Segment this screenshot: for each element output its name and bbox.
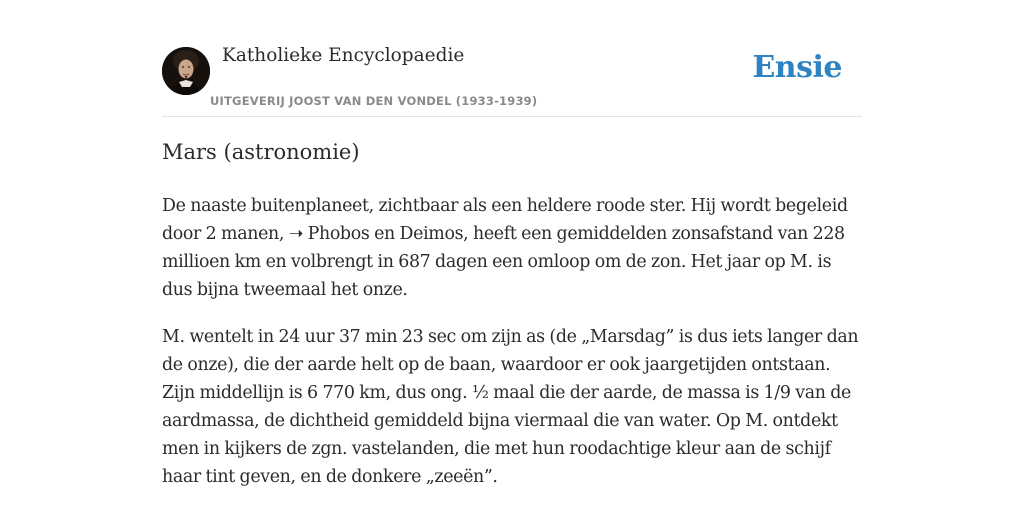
page (162, 0, 862, 512)
avatar[interactable] (162, 47, 210, 95)
article-title: Mars (astronomie) (162, 140, 360, 164)
header (162, 0, 862, 117)
brand-logo[interactable]: Ensie (752, 50, 842, 85)
vondel-portrait-icon (162, 47, 210, 95)
article-body (162, 192, 862, 510)
encyclopedia-title[interactable]: Katholieke Encyclopaedie (222, 45, 465, 66)
article-paragraph: M. wentelt in 24 uur 37 min 23 sec om zijn as (de „Marsdag” is dus iets langer dan de onze), die der aarde helt op de baan, waardoor er ook jaargetijden ontstaan. Zijn middellijn is 6 770 km, dus ong. ½ maal die der aarde, de massa is 1/9 van de aardmassa, de dichtheid gemiddeld bijna viermaal die van water. Op M. ontdekt men in kijkers de zgn. vastelanden, die met hun roodachtige kleur aan de schijf haar tint geven, en de donkere „zeeën”. (162, 327, 859, 487)
article-paragraph: De naaste buitenplaneet, zichtbaar als een heldere roode ster. Hij wordt begeleid door 2 manen, ➝ Phobos en Deimos, heeft een gemiddelden zonsafstand van 228 millioen km en volbrengt in 687 dagen een omloop om de zon. Het jaar op M. is dus bijna tweemaal het onze. (162, 196, 848, 300)
publisher-label: UITGEVERIJ JOOST VAN DEN VONDEL (1933-1939) (210, 94, 538, 108)
